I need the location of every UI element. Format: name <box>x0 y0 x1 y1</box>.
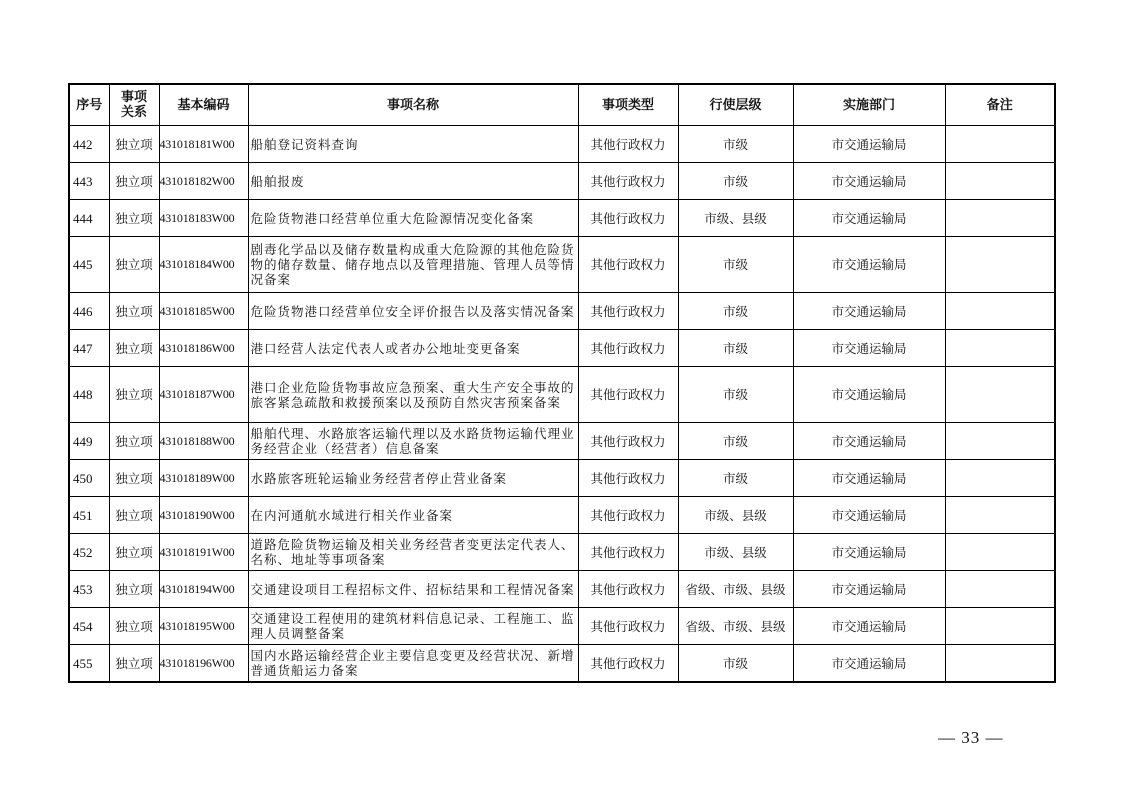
cell-serial-number: 453 <box>69 571 109 608</box>
cell-exercise-level: 市级 <box>678 293 793 330</box>
table-row <box>69 534 1055 571</box>
cell-item-name: 港口经营人法定代表人或者办公地址变更备案 <box>248 330 578 367</box>
table-row <box>69 237 1055 293</box>
cell-basic-code: 431018189W00 <box>159 460 248 497</box>
cell-basic-code: 431018187W00 <box>159 367 248 423</box>
cell-exercise-level: 市级 <box>678 423 793 460</box>
cell-serial-number: 449 <box>69 423 109 460</box>
cell-remarks <box>945 330 1055 367</box>
cell-item-name: 在内河通航水域进行相关作业备案 <box>248 497 578 534</box>
cell-item-relation: 独立项 <box>109 423 159 460</box>
cell-item-type: 其他行政权力 <box>578 645 678 683</box>
cell-implementing-dept: 市交通运输局 <box>793 237 945 293</box>
cell-implementing-dept: 市交通运输局 <box>793 608 945 645</box>
cell-remarks <box>945 460 1055 497</box>
cell-basic-code: 431018181W00 <box>159 126 248 163</box>
cell-item-name: 危险货物港口经营单位安全评价报告以及落实情况备案 <box>248 293 578 330</box>
cell-remarks <box>945 200 1055 237</box>
cell-item-name: 剧毒化学品以及储存数量构成重大危险源的其他危险货物的储存数量、储存地点以及管理措施、管理人员等情况备案 <box>248 237 578 293</box>
cell-item-relation: 独立项 <box>109 534 159 571</box>
cell-remarks <box>945 571 1055 608</box>
cell-remarks <box>945 497 1055 534</box>
cell-item-type: 其他行政权力 <box>578 237 678 293</box>
cell-item-relation: 独立项 <box>109 126 159 163</box>
table-row <box>69 608 1055 645</box>
cell-item-relation: 独立项 <box>109 330 159 367</box>
header-cell: 实施部门 <box>793 84 945 126</box>
cell-serial-number: 450 <box>69 460 109 497</box>
cell-exercise-level: 省级、市级、县级 <box>678 608 793 645</box>
table-row <box>69 460 1055 497</box>
items-table <box>68 83 1056 683</box>
header-cell: 基本编码 <box>159 84 248 126</box>
cell-serial-number: 444 <box>69 200 109 237</box>
table-row <box>69 200 1055 237</box>
cell-implementing-dept: 市交通运输局 <box>793 423 945 460</box>
cell-serial-number: 455 <box>69 645 109 683</box>
cell-item-name: 交通建设项目工程招标文件、招标结果和工程情况备案 <box>248 571 578 608</box>
cell-item-type: 其他行政权力 <box>578 367 678 423</box>
cell-implementing-dept: 市交通运输局 <box>793 200 945 237</box>
document-table-container <box>68 83 1054 683</box>
cell-basic-code: 431018188W00 <box>159 423 248 460</box>
cell-item-type: 其他行政权力 <box>578 200 678 237</box>
cell-remarks <box>945 608 1055 645</box>
table-row <box>69 163 1055 200</box>
table-row <box>69 497 1055 534</box>
cell-remarks <box>945 237 1055 293</box>
table-row <box>69 330 1055 367</box>
cell-basic-code: 431018185W00 <box>159 293 248 330</box>
cell-item-relation: 独立项 <box>109 200 159 237</box>
cell-item-relation: 独立项 <box>109 571 159 608</box>
cell-item-relation: 独立项 <box>109 293 159 330</box>
cell-remarks <box>945 163 1055 200</box>
cell-basic-code: 431018182W00 <box>159 163 248 200</box>
cell-item-relation: 独立项 <box>109 460 159 497</box>
cell-basic-code: 431018196W00 <box>159 645 248 683</box>
cell-serial-number: 443 <box>69 163 109 200</box>
cell-exercise-level: 省级、市级、县级 <box>678 571 793 608</box>
cell-implementing-dept: 市交通运输局 <box>793 163 945 200</box>
cell-item-type: 其他行政权力 <box>578 497 678 534</box>
cell-exercise-level: 市级 <box>678 126 793 163</box>
cell-item-name: 国内水路运输经营企业主要信息变更及经营状况、新增普通货船运力备案 <box>248 645 578 683</box>
cell-item-type: 其他行政权力 <box>578 423 678 460</box>
cell-item-name: 船舶登记资料查询 <box>248 126 578 163</box>
cell-exercise-level: 市级 <box>678 460 793 497</box>
cell-item-type: 其他行政权力 <box>578 126 678 163</box>
cell-remarks <box>945 367 1055 423</box>
cell-basic-code: 431018195W00 <box>159 608 248 645</box>
table-row <box>69 571 1055 608</box>
cell-implementing-dept: 市交通运输局 <box>793 367 945 423</box>
cell-exercise-level: 市级 <box>678 645 793 683</box>
cell-item-name: 船舶报废 <box>248 163 578 200</box>
cell-item-name: 水路旅客班轮运输业务经营者停止营业备案 <box>248 460 578 497</box>
cell-item-name: 交通建设工程使用的建筑材料信息记录、工程施工、监理人员调整备案 <box>248 608 578 645</box>
cell-implementing-dept: 市交通运输局 <box>793 293 945 330</box>
cell-implementing-dept: 市交通运输局 <box>793 126 945 163</box>
cell-item-type: 其他行政权力 <box>578 293 678 330</box>
cell-serial-number: 448 <box>69 367 109 423</box>
cell-implementing-dept: 市交通运输局 <box>793 571 945 608</box>
cell-implementing-dept: 市交通运输局 <box>793 645 945 683</box>
cell-serial-number: 454 <box>69 608 109 645</box>
cell-basic-code: 431018183W00 <box>159 200 248 237</box>
cell-basic-code: 431018184W00 <box>159 237 248 293</box>
header-cell: 序号 <box>69 84 109 126</box>
header-cell: 备注 <box>945 84 1055 126</box>
cell-item-type: 其他行政权力 <box>578 330 678 367</box>
table-row <box>69 293 1055 330</box>
cell-item-name: 危险货物港口经营单位重大危险源情况变化备案 <box>248 200 578 237</box>
cell-exercise-level: 市级 <box>678 163 793 200</box>
cell-basic-code: 431018194W00 <box>159 571 248 608</box>
cell-serial-number: 451 <box>69 497 109 534</box>
cell-basic-code: 431018186W00 <box>159 330 248 367</box>
cell-exercise-level: 市级、县级 <box>678 200 793 237</box>
cell-serial-number: 447 <box>69 330 109 367</box>
cell-exercise-level: 市级 <box>678 237 793 293</box>
cell-serial-number: 446 <box>69 293 109 330</box>
header-cell: 行使层级 <box>678 84 793 126</box>
table-row <box>69 645 1055 683</box>
page-number: — 33 — <box>938 728 1004 747</box>
cell-implementing-dept: 市交通运输局 <box>793 330 945 367</box>
cell-item-relation: 独立项 <box>109 497 159 534</box>
cell-implementing-dept: 市交通运输局 <box>793 497 945 534</box>
cell-serial-number: 452 <box>69 534 109 571</box>
header-cell: 事项名称 <box>248 84 578 126</box>
cell-item-type: 其他行政权力 <box>578 163 678 200</box>
cell-remarks <box>945 126 1055 163</box>
cell-basic-code: 431018191W00 <box>159 534 248 571</box>
cell-serial-number: 445 <box>69 237 109 293</box>
cell-item-type: 其他行政权力 <box>578 534 678 571</box>
cell-item-relation: 独立项 <box>109 645 159 683</box>
cell-item-relation: 独立项 <box>109 237 159 293</box>
cell-item-relation: 独立项 <box>109 608 159 645</box>
table-row <box>69 367 1055 423</box>
cell-basic-code: 431018190W00 <box>159 497 248 534</box>
cell-exercise-level: 市级 <box>678 367 793 423</box>
table-row <box>69 126 1055 163</box>
cell-remarks <box>945 534 1055 571</box>
cell-implementing-dept: 市交通运输局 <box>793 460 945 497</box>
cell-serial-number: 442 <box>69 126 109 163</box>
cell-remarks <box>945 423 1055 460</box>
cell-exercise-level: 市级、县级 <box>678 534 793 571</box>
table-body <box>69 126 1055 683</box>
cell-item-type: 其他行政权力 <box>578 608 678 645</box>
cell-remarks <box>945 645 1055 683</box>
cell-implementing-dept: 市交通运输局 <box>793 534 945 571</box>
header-cell: 事项类型 <box>578 84 678 126</box>
cell-item-type: 其他行政权力 <box>578 460 678 497</box>
cell-exercise-level: 市级 <box>678 330 793 367</box>
table-header-row <box>69 84 1055 126</box>
cell-item-name: 道路危险货物运输及相关业务经营者变更法定代表人、名称、地址等事项备案 <box>248 534 578 571</box>
cell-item-relation: 独立项 <box>109 367 159 423</box>
cell-item-name: 船舶代理、水路旅客运输代理以及水路货物运输代理业务经营企业（经营者）信息备案 <box>248 423 578 460</box>
header-cell: 事项 关系 <box>109 84 159 126</box>
cell-item-type: 其他行政权力 <box>578 571 678 608</box>
table-row <box>69 423 1055 460</box>
cell-item-name: 港口企业危险货物事故应急预案、重大生产安全事故的旅客紧急疏散和救援预案以及预防自然灾害预案备案 <box>248 367 578 423</box>
cell-item-relation: 独立项 <box>109 163 159 200</box>
cell-remarks <box>945 293 1055 330</box>
cell-exercise-level: 市级、县级 <box>678 497 793 534</box>
